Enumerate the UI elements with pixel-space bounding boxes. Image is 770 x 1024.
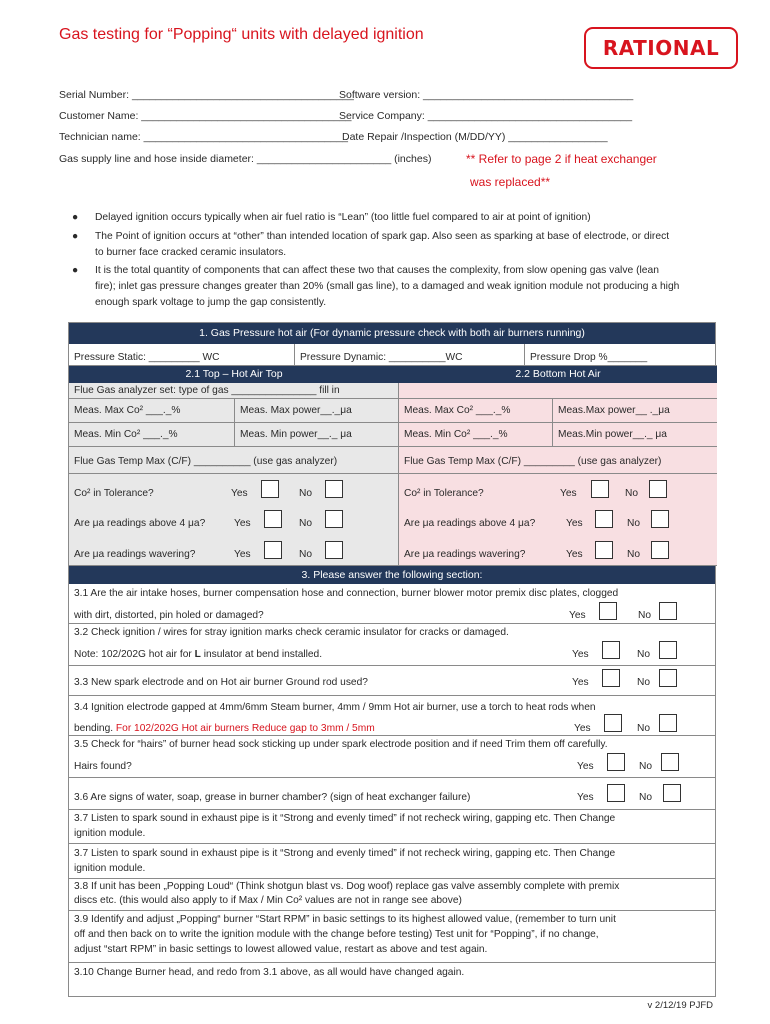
q36-no-checkbox[interactable] (663, 784, 681, 802)
no-label: No (638, 610, 652, 621)
pressure-static-field[interactable]: Pressure Static: _________ WC (69, 344, 295, 366)
bottom-ua-wavering-yes-checkbox[interactable] (595, 541, 613, 559)
top-hot-air-header: 2.1 Top – Hot Air Top (69, 366, 399, 383)
q310-text: 3.10 Change Burner head, and redo from 3.1 above, as all would have changed again. (74, 967, 465, 978)
no-label: No (627, 518, 641, 529)
bullet-lean-ratio: Delayed ignition occurs typically when air fuel ratio is “Lean” (too little fuel compared to air at point of ignition) (95, 212, 591, 223)
yes-label: Yes (231, 488, 248, 499)
question-3-7 (69, 810, 715, 844)
service-company-field[interactable]: Service Company: ___________________________________ (339, 110, 633, 122)
q34-no-checkbox[interactable] (659, 714, 677, 732)
q39-text-line3: adjust “start RPM” in basic settings to lowest allowed value, restart as above and test again. (74, 944, 488, 955)
page-title: Gas testing for “Popping“ units with delayed ignition (59, 26, 424, 43)
version-footer: v 2/12/19 PJFD (647, 1000, 713, 1011)
q37-text: 3.7 Listen to spark sound in exhaust pipe is it “Strong and evenly timed” if not recheck wiring, gapping etc. Then Change (74, 813, 616, 824)
software-version-field[interactable]: Software version: ____________________________________ (339, 89, 634, 101)
q35-no-checkbox[interactable] (661, 753, 679, 771)
question-3-4 (69, 696, 715, 736)
top-temp-field[interactable]: Flue Gas Temp Max (C/F) __________ (use gas analyzer) (69, 447, 399, 474)
bottom-co-tolerance-yes-checkbox[interactable] (591, 480, 609, 498)
yes-label: Yes (577, 761, 594, 772)
q39-text-line2: off and then back on to write the ignition module with the change before testing) Test unit for “Popping”, if no change, (74, 929, 599, 940)
q38-text: 3.8 If unit has been „Popping Loud“ (Think shotgun blast vs. Dog woof) replace gas valve assembly complete with premix (74, 881, 620, 892)
q36-yes-checkbox[interactable] (607, 784, 625, 802)
no-label: No (637, 677, 651, 688)
q35-text: 3.5 Check for “hairs” of burner head sock sticking up under spark electrode position and if need Trim them off carefully. (74, 739, 608, 750)
q32-no-checkbox[interactable] (659, 641, 677, 659)
top-max-co-field[interactable]: Meas. Max Co² ___._% (69, 399, 235, 423)
question-3-7-repeat (69, 844, 715, 879)
no-label: No (299, 488, 313, 499)
bottom-ua-wavering-no-checkbox[interactable] (651, 541, 669, 559)
bottom-ua-above-yes-checkbox[interactable] (595, 510, 613, 528)
q34-red-note: For 102/202G Hot air burners Reduce gap to 3mm / 5mm (113, 723, 375, 734)
question-3-9 (69, 911, 715, 963)
gas-line-diameter-field[interactable]: Gas supply line and hose inside diameter: _______________________ (inches) (59, 153, 432, 165)
q32-text: 3.2 Check ignition / wires for stray ignition marks check ceramic insulator for cracks or damaged. (74, 627, 509, 638)
q37-repeat-text-line2: ignition module. (74, 863, 146, 874)
yes-label: Yes (574, 723, 591, 734)
question-3-3 (69, 666, 715, 696)
top-min-co-field[interactable]: Meas. Min Co² ___._% (69, 423, 235, 447)
question-3-8 (69, 879, 715, 911)
question-3-6 (69, 778, 715, 810)
bottom-min-power-field[interactable]: Meas.Min power__._ μa (553, 423, 717, 447)
flue-gas-type-field[interactable]: Flue Gas analyzer set: type of gas _______________ fill in (69, 383, 399, 399)
no-label: No (637, 649, 651, 660)
yes-label: Yes (566, 549, 583, 560)
top-ua-above-no-checkbox[interactable] (325, 510, 343, 528)
q32-note (74, 649, 322, 660)
yes-label: Yes (566, 518, 583, 529)
bottom-questions-panel (399, 474, 717, 566)
flue-gas-type-blank (399, 383, 717, 399)
q31-yes-checkbox[interactable] (599, 602, 617, 620)
q32-note-pre: Note: 102/202G hot air for (74, 649, 195, 660)
q34-yes-checkbox[interactable] (604, 714, 622, 732)
top-co-tolerance-question: Co² in Tolerance? (74, 488, 154, 499)
bullet-complexity: It is the total quantity of components that can affect these two that causes the complexity, from slow opening gas valve (lean fire); inlet gas pressure changes greater than 20% (small gas line), to a damaged and weak ignition module not producing a high enough spark voltage to jump the gap consistently. (95, 265, 680, 308)
question-3-10 (69, 963, 715, 998)
heat-exchanger-note-line2: was replaced** (470, 175, 551, 189)
bullet-dot-icon: ● (72, 212, 79, 223)
bullet-dot-icon: ● (72, 231, 79, 242)
q38-text-line2: discs etc. (this would also apply to if Max / Min Co² values are not in range see above) (74, 895, 462, 906)
no-label: No (299, 549, 313, 560)
bottom-temp-field[interactable]: Flue Gas Temp Max (C/F) _________ (use gas analyzer) (399, 447, 717, 474)
pressure-drop-field[interactable]: Pressure Drop %_______ (525, 344, 717, 366)
top-co-tolerance-yes-checkbox[interactable] (261, 480, 279, 498)
yes-label: Yes (234, 549, 251, 560)
yes-label: Yes (577, 792, 594, 803)
question-3-2 (69, 624, 715, 666)
yes-label: Yes (234, 518, 251, 529)
technician-name-field[interactable]: Technician name: ___________________________________ (59, 131, 349, 143)
bottom-max-power-field[interactable]: Meas.Max power__ ._μa (553, 399, 717, 423)
top-ua-wavering-question: Are μa readings wavering? (74, 549, 196, 560)
q31-text-line2: with dirt, distorted, pin holed or damaged? (74, 610, 264, 621)
q34-text: 3.4 Ignition electrode gapped at 4mm/6mm Steam burner, 4mm / 9mm Hot air burner, use a torch to heat rods when (74, 702, 596, 713)
bottom-ua-above-question: Are μa readings above 4 μa? (404, 518, 536, 529)
q31-text: 3.1 Are the air intake hoses, burner compensation hose and connection, burner blower motor premix disc plates, clogged (74, 588, 619, 599)
question-3-5 (69, 736, 715, 778)
top-co-tolerance-no-checkbox[interactable] (325, 480, 343, 498)
bullet-ignition-point: The Point of ignition occurs at “other” than intended location of spark gap. Also seen as sparking at base of electrode, or direct to burner face cracked ceramic insulators. (95, 231, 670, 258)
top-ua-above-yes-checkbox[interactable] (264, 510, 282, 528)
gas-test-table (68, 322, 716, 997)
q32-note-post: insulator at bend installed. (200, 649, 323, 660)
q37-text-line2: ignition module. (74, 828, 146, 839)
q33-yes-checkbox[interactable] (602, 669, 620, 687)
q34-bending: bending. (74, 723, 114, 734)
heat-exchanger-note: ** Refer to page 2 if heat exchanger (466, 152, 657, 166)
no-label: No (299, 518, 313, 529)
bullet-dot-icon: ● (72, 265, 79, 276)
logo-text: RATIONAL (602, 36, 720, 60)
q32-yes-checkbox[interactable] (602, 641, 620, 659)
no-label: No (627, 549, 641, 560)
yes-label: Yes (572, 677, 589, 688)
rational-logo (584, 27, 738, 69)
pressure-dynamic-field[interactable]: Pressure Dynamic: __________WC (295, 344, 525, 366)
top-ua-wavering-yes-checkbox[interactable] (264, 541, 282, 559)
yes-label: Yes (572, 649, 589, 660)
q31-no-checkbox[interactable] (659, 602, 677, 620)
no-label: No (639, 761, 653, 772)
q35-hairs-found: Hairs found? (74, 761, 132, 772)
repair-date-field[interactable]: Date Repair /Inspection (M/DD/YY) _________________ (342, 131, 608, 143)
customer-name-field[interactable]: Customer Name: ____________________________________ (59, 110, 352, 122)
q39-text: 3.9 Identify and adjust „Popping“ burner “Start RPM” in basic settings to its highest allowed value, (remember to turn unit (74, 914, 616, 925)
top-ua-above-question: Are μa readings above 4 μa? (74, 518, 206, 529)
no-label: No (625, 488, 639, 499)
top-max-power-field[interactable]: Meas. Max power__._μa (235, 399, 399, 423)
yes-label: Yes (560, 488, 577, 499)
no-label: No (637, 723, 651, 734)
q36-text: 3.6 Are signs of water, soap, grease in burner chamber? (sign of heat exchanger failure) (74, 792, 471, 803)
bottom-co-tolerance-no-checkbox[interactable] (649, 480, 667, 498)
top-questions-panel (69, 474, 399, 566)
serial-number-field[interactable]: Serial Number: ______________________________________ (59, 89, 354, 101)
bottom-max-co-field[interactable]: Meas. Max Co² ___._% (399, 399, 553, 423)
top-ua-wavering-no-checkbox[interactable] (325, 541, 343, 559)
bottom-ua-wavering-question: Are μa readings wavering? (404, 549, 526, 560)
q33-no-checkbox[interactable] (659, 669, 677, 687)
top-min-power-field[interactable]: Meas. Min power__._ μa (235, 423, 399, 447)
q32-note-l: L (194, 649, 201, 660)
q35-yes-checkbox[interactable] (607, 753, 625, 771)
q34-text-line2 (74, 723, 375, 734)
q37-repeat-text: 3.7 Listen to spark sound in exhaust pipe is it “Strong and evenly timed” if not recheck wiring, gapping etc. Then Change (74, 848, 616, 859)
question-3-1 (69, 584, 715, 624)
bottom-hot-air-header: 2.2 Bottom Hot Air (399, 366, 717, 383)
section1-header: 1. Gas Pressure hot air (For dynamic pressure check with both air burners running) (69, 323, 715, 344)
q33-text: 3.3 New spark electrode and on Hot air burner Ground rod used? (74, 677, 368, 688)
bottom-ua-above-no-checkbox[interactable] (651, 510, 669, 528)
bottom-co-tolerance-question: Co² in Tolerance? (404, 488, 484, 499)
yes-label: Yes (569, 610, 586, 621)
no-label: No (639, 792, 653, 803)
bottom-min-co-field[interactable]: Meas. Min Co² ___._% (399, 423, 553, 447)
section3-header: 3. Please answer the following section: (69, 566, 715, 584)
